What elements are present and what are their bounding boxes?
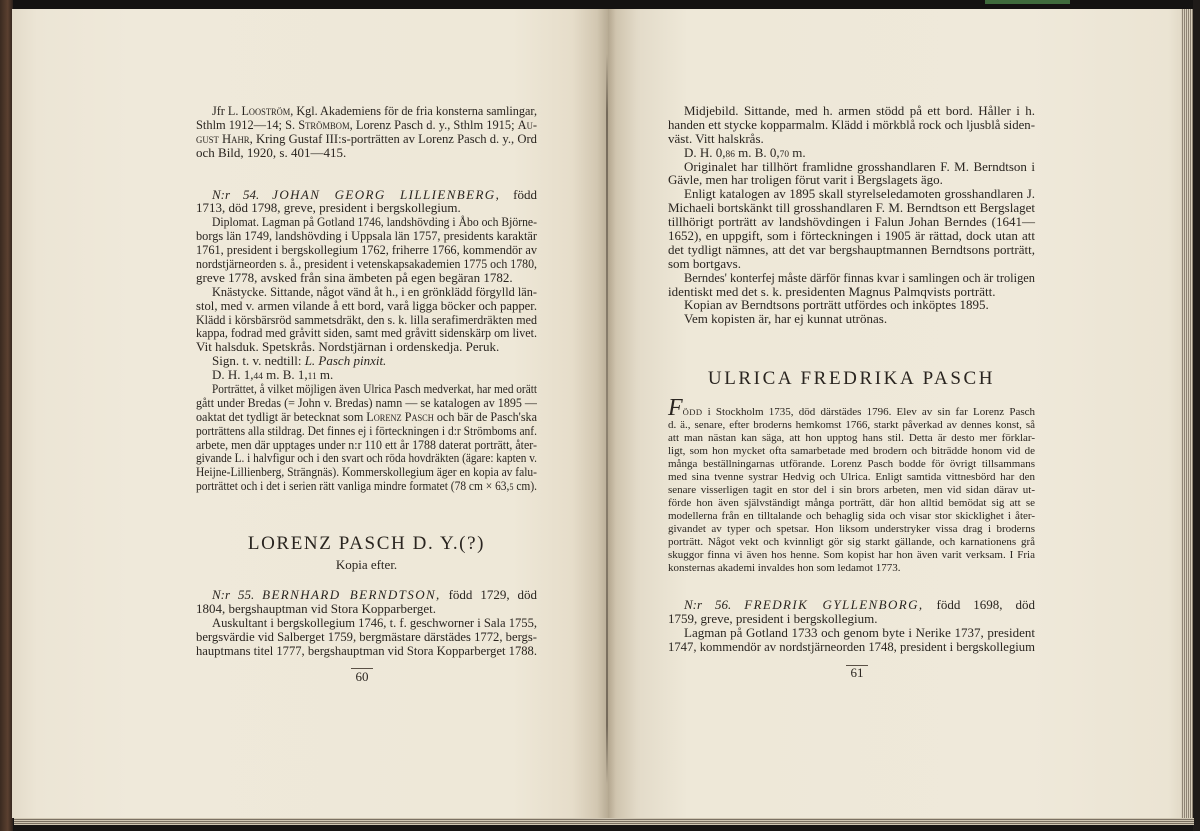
text-segment: Jfr L.	[212, 103, 242, 118]
text-line	[668, 257, 1035, 271]
text-line	[668, 132, 1035, 146]
text-run: 1761, president i bergskollegium 1762, friherre 1766, kommendör av	[196, 242, 537, 258]
text-run: arbete, men där upptages under n:r 110 ett år 1788 daterat porträtt, åter-	[196, 436, 537, 452]
text-line	[684, 298, 1035, 312]
text-segment: cm).	[513, 478, 537, 494]
text-line	[684, 626, 1035, 640]
text-segment: 5	[509, 483, 514, 494]
text-line	[196, 243, 537, 257]
text-line	[196, 326, 537, 340]
text-segment: FREDRIK GYLLENBORG,	[744, 597, 924, 613]
text-run: givande L. i halvfigur och i den svart och röda hovdräkten (ägare: kapten v.	[196, 450, 537, 466]
book-spread	[12, 9, 1188, 818]
text-segment: m.	[316, 367, 334, 383]
text-line	[668, 229, 1035, 243]
text-run: Kopian av Berndtsons porträtt utfördes och inköptes 1895.	[684, 297, 989, 313]
paragraph	[196, 215, 537, 284]
drop-cap: F	[668, 395, 683, 422]
text-line	[684, 104, 1035, 118]
text-line	[196, 340, 537, 354]
text-segment: D. H. 0,	[684, 144, 726, 160]
paragraph	[668, 298, 1035, 312]
text-segment: oaktat det tydligt är betecknat som	[196, 408, 367, 424]
text-run: identiskt med det s. k. presidenten Magnus Palmqvists porträtt.	[668, 283, 996, 299]
text-segment: m. B. 0,	[734, 144, 780, 160]
text-segment: L. Pasch pinxit.	[304, 353, 387, 369]
paragraph	[196, 354, 537, 368]
text-line	[668, 523, 1035, 536]
text-line	[196, 451, 537, 465]
text-run: d. ä., senare, efter broderns hemkomst 1766, starkt påverkad av dennes konst, så	[668, 419, 1035, 432]
text-run: många beställningarnas utförande. Lorenz Pasch bodde för övrigt tillsammans	[668, 458, 1035, 471]
text-line	[212, 285, 537, 299]
text-segment: gust Hahr	[196, 130, 250, 146]
text-line	[212, 588, 537, 602]
text-run: Porträttet, å vilket möjligen även Ulrica Pasch medverkat, har med orätt	[212, 381, 537, 397]
text-line	[196, 424, 537, 438]
section-heading: LORENZ PASCH D. Y.(?)	[247, 533, 486, 555]
text-run: att man nästan kan säga, att hon upptog hans stil. Detta är desto mer förklar-	[668, 432, 1035, 445]
text-run	[196, 118, 537, 132]
text-run: nordstjärneorden s. å., president i vetenskapsakademien 1775 och 1780,	[196, 256, 537, 272]
text-line	[668, 118, 1035, 132]
text-line	[212, 188, 537, 202]
text-run: förde hon även självständigt många porträtt, där hon alltid bemödat sig att se	[668, 497, 1035, 510]
paragraph	[668, 187, 1035, 270]
text-line	[668, 201, 1035, 215]
text-line	[668, 562, 1035, 575]
text-line	[668, 215, 1035, 229]
text-segment: BERNHARD BERNDTSON,	[262, 587, 441, 603]
text-segment: N:r 55.	[212, 587, 263, 603]
paragraph	[196, 616, 537, 658]
text-run: det tydligt nämnes, att det var bergshauptmannen Berndtsons porträtt,	[668, 241, 1035, 257]
paragraph	[668, 160, 1035, 188]
text-line	[668, 243, 1035, 257]
text-line	[196, 644, 537, 658]
text-run: greve 1778, avsked från sina ämbeten på egen begäran 1782.	[196, 269, 513, 285]
text-segment: och bär de Pasch'ska	[433, 408, 537, 424]
text-run: Vem kopisten är, har ej kunnat utrönas.	[684, 311, 888, 327]
text-run: väst. Vitt halskrås.	[668, 130, 764, 146]
text-run: Diplomat. Lagman på Gotland 1746, landshövding i Åbo och Björne-	[212, 214, 537, 230]
text-line	[196, 479, 537, 493]
book-gutter	[606, 54, 608, 784]
text-run: gått under Bredas (= John v. Bredas) namn — se katalogen av 1895 —	[196, 394, 537, 410]
text-run	[212, 188, 537, 202]
paragraph	[668, 271, 1035, 299]
text-segment: född	[500, 186, 537, 202]
text-run: med sina tvenne systrar Hedvig och Ulrica. Enligt samtida vittnesbörd har den	[668, 471, 1035, 484]
text-segment: , Lorenz Pasch d. y., Sthlm 1915;	[349, 116, 518, 132]
text-run: givandet av typer och spetsar. Hon liksom understryker vissa drag i broderns	[668, 523, 1035, 536]
text-run: Midjebild. Sittande, med h. armen stödd på ett bord. Håller i h.	[684, 103, 1035, 118]
right-text-column	[668, 104, 1035, 654]
text-segment: Looström	[241, 103, 291, 118]
catalogue-entry	[196, 588, 537, 616]
text-segment: Au-	[517, 116, 537, 132]
text-run: senare visserligen tagit en stor del i sin brors arbeten, men vid sidan därav ut-	[668, 484, 1035, 497]
text-line	[196, 313, 537, 327]
text-segment: ÖDD	[682, 407, 703, 418]
text-run	[212, 354, 386, 368]
text-line	[196, 146, 537, 160]
text-line	[196, 410, 537, 424]
text-line	[212, 616, 537, 630]
text-segment: N:r 54.	[212, 186, 273, 202]
right-page	[608, 9, 1188, 818]
cover-ribbon	[985, 0, 1070, 4]
text-segment: m.	[789, 144, 806, 160]
text-segment: Sign. t. v. nedtill:	[212, 353, 305, 369]
section-subheading: Kopia efter.	[335, 557, 398, 573]
text-line	[668, 536, 1035, 549]
text-line	[668, 419, 1035, 432]
text-line	[196, 118, 537, 132]
text-line	[684, 312, 1035, 326]
text-line	[212, 354, 537, 368]
text-run: bergsvärdie vid Salberget 1759, bergmästare därstädes 1772, bergs-	[196, 628, 537, 644]
text-line	[668, 484, 1035, 497]
text-segment: 70	[779, 149, 790, 160]
left-text-column	[196, 104, 537, 658]
text-run: 1747, kommendör av nordstjärneorden 1748, president i bergskollegium	[668, 638, 1035, 654]
text-run: konsternas akademi invaldes hon som ledamot 1773.	[668, 562, 901, 575]
text-run: modellerna från en tilltalande och behaglig sida och visar stor skicklighet i åter-	[668, 510, 1035, 523]
left-page	[12, 9, 608, 818]
text-line	[668, 458, 1035, 471]
text-line	[196, 465, 537, 479]
paragraph	[668, 104, 1035, 146]
text-line	[668, 432, 1035, 445]
page-stack-edge-bottom	[14, 818, 1194, 825]
text-line	[668, 549, 1035, 562]
text-run: 1713, död 1798, greve, president i bergskollegium.	[196, 200, 461, 216]
text-line	[684, 146, 1035, 160]
text-segment: D. H. 1,	[212, 367, 254, 383]
paragraph	[196, 285, 537, 354]
text-line	[668, 395, 1035, 422]
text-segment: , Kgl. Akademiens för de fria konsterna samlingar,	[290, 103, 537, 118]
text-run: ligt, som hon mycket ofta samarbetade med brodern och biträdde honom vid de	[668, 445, 1035, 458]
text-run: Berndes' konterfej måste därför finnas kvar i samlingen och är troligen	[684, 269, 1035, 285]
text-segment: 86	[725, 149, 735, 160]
text-segment: född 1698, död	[923, 597, 1035, 613]
text-run	[212, 588, 537, 602]
text-line	[684, 598, 1035, 612]
text-line	[684, 271, 1035, 285]
text-run: Lagman på Gotland 1733 och genom byte i Nerike 1737, president	[684, 625, 1035, 641]
text-line	[668, 612, 1035, 626]
text-run: skuggor finna vi även hos henne. Som kopist har hon även varit verksam. I Fria	[668, 549, 1035, 562]
text-run	[212, 104, 537, 118]
text-run: Gävle, men har troligen förut varit i Bergslagets ägo.	[668, 172, 943, 188]
text-line	[668, 640, 1035, 654]
text-run: handen ett stycke kopparmalm. Klädd i mörkblå rock och ljusblå siden-	[668, 116, 1035, 132]
text-run: Auskultant i bergskollegium 1746, t. f. geschworner i Sala 1755,	[212, 614, 537, 630]
text-line	[212, 382, 537, 396]
text-line	[196, 299, 537, 313]
catalogue-entry	[196, 188, 537, 216]
text-line	[668, 445, 1035, 458]
text-segment: i Stockholm 1735, död därstädes 1796. Elev av sin far Lorenz Pasch	[702, 406, 1035, 419]
text-line	[668, 471, 1035, 484]
text-segment: Lorenz Pasch	[366, 408, 434, 424]
text-segment: född 1729, död	[440, 587, 537, 603]
text-line	[212, 368, 537, 382]
text-segment: , Kring Gustaf III:s-porträtten av Lorenz Pasch d. y., Ord	[249, 130, 538, 146]
text-line	[196, 602, 537, 616]
text-line	[196, 132, 537, 146]
text-run: 1804, bergshauptman vid Stora Kopparberget.	[196, 600, 436, 616]
text-line	[212, 215, 537, 229]
text-segment: m. B. 1,	[262, 367, 308, 383]
text-line	[668, 510, 1035, 523]
paragraph	[668, 146, 1035, 160]
paragraph	[668, 312, 1035, 326]
text-segment: Sthlm 1912—14; S.	[196, 116, 299, 132]
text-run	[196, 479, 537, 496]
text-run: Klädd i körsbärsröd sammetsdräkt, den s. k. lilla serafimerdräkten med	[196, 311, 537, 327]
text-line	[684, 187, 1035, 201]
text-line	[212, 104, 537, 118]
text-run: Originalet har tillhört framlidne grosshandlaren F. M. Berndtson i	[684, 158, 1035, 174]
text-segment: 44	[253, 372, 263, 383]
text-segment: 11	[307, 372, 317, 383]
text-run: Knästycke. Sittande, något vänd åt h., i en grönklädd förgylld län-	[212, 283, 537, 299]
text-line	[684, 160, 1035, 174]
text-line	[196, 630, 537, 644]
text-line	[668, 497, 1035, 510]
paragraph	[196, 382, 537, 493]
page-stack-edge-right	[1181, 9, 1193, 821]
text-segment: Strömbom	[298, 116, 350, 132]
paragraph	[196, 368, 537, 382]
catalogue-entry	[668, 598, 1035, 626]
text-run: 1759, greve, president i bergskollegium.	[668, 611, 878, 627]
text-run	[196, 132, 537, 146]
text-run	[668, 395, 1035, 422]
text-segment: JOHAN GEORG LILLIENBERG,	[272, 186, 501, 202]
page-number: 60	[355, 669, 369, 684]
paragraph	[196, 104, 537, 160]
text-segment: N:r 56.	[684, 597, 745, 613]
text-run: stol, med v. armen vilande å ett bord, varå ligga böcker och papper.	[196, 297, 537, 313]
text-segment: porträttet och i det i serien rätt vanliga mindre formatet (78 cm × 63,	[196, 478, 510, 494]
text-run: Michaeli bortskänkt till grosshandlaren F. M. Berndtson ett Bergslaget	[668, 200, 1035, 216]
text-run: som bortgavs.	[668, 255, 741, 271]
text-line	[196, 438, 537, 452]
text-run: Heijne-Lillienberg, Strängnäs). Kommerskollegium äger en kopia av falu-	[196, 464, 537, 480]
text-run: kappa, fodrad med gråvitt siden, samt med gråvitt sidenskärp om livet.	[196, 325, 537, 341]
text-line	[668, 285, 1035, 299]
text-run	[684, 598, 1035, 612]
text-run	[196, 410, 537, 424]
text-run: porträtt. Något vekt och kvinnligt gör sig starkt gällande, och karnationens grå	[668, 536, 1035, 549]
text-line	[196, 257, 537, 271]
text-run: hauptmans titel 1777, bergshauptman vid Stora Kopparberget 1788.	[196, 642, 537, 658]
text-line	[196, 229, 537, 243]
text-run: tillhörigt porträtt av landshövdingen i Falun Johan Berndes (1641—	[668, 214, 1035, 230]
text-run: och Bild, 1920, s. 401—415.	[196, 144, 347, 160]
text-run: Enligt katalogen av 1895 skall styrelseledamoten grosshandlaren J.	[684, 186, 1035, 202]
text-run: borgs län 1749, landshövding i Uppsala län 1757, presidents karaktär	[196, 228, 537, 244]
page-number: 61	[850, 665, 864, 680]
paragraph	[668, 626, 1035, 654]
text-line	[196, 201, 537, 215]
text-run: 1652), en uppgift, som i förteckningen i 1905 är rättad, dock utan att	[668, 228, 1035, 244]
text-run: porträttens alla stildrag. Det finnes ej i förteckningen i d:r Strömboms anf.	[196, 422, 537, 438]
text-run: Vit halsduk. Spetskrås. Nordstjärnan i ordenskedja. Peruk.	[196, 339, 500, 355]
section-heading: ULRICA FREDRIKA PASCH	[707, 368, 996, 390]
text-line	[196, 396, 537, 410]
biography-paragraph	[668, 395, 1035, 575]
scan-border-right	[1193, 0, 1200, 831]
text-line	[196, 271, 537, 285]
text-line	[668, 173, 1035, 187]
